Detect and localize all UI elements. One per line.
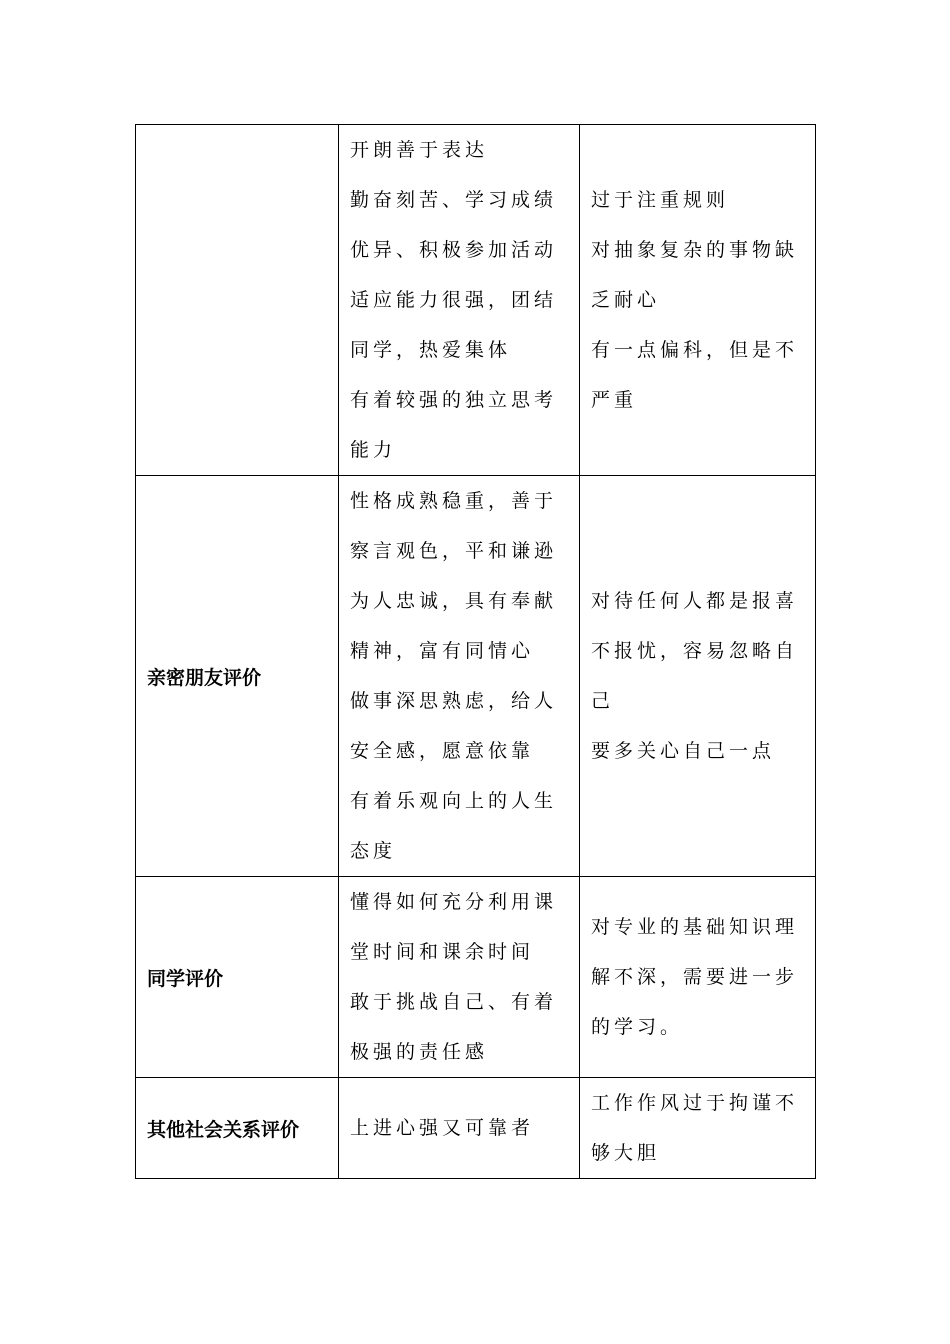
strength-line: 察言观色，平和谦逊	[350, 540, 558, 562]
strength-line: 上进心强又可靠者	[350, 1117, 535, 1139]
strength-line: 极强的责任感	[350, 1041, 489, 1063]
strengths-cell	[339, 877, 580, 1078]
weaknesses-cell	[580, 125, 816, 476]
weakness-line: 乏耐心	[591, 289, 661, 311]
strength-line: 安全感，愿意依靠	[350, 740, 535, 762]
strength-line: 懂得如何充分利用课	[350, 891, 558, 913]
table-row	[136, 1078, 816, 1179]
weakness-line: 严重	[591, 389, 638, 411]
strength-line: 敢于挑战自己、有着	[350, 991, 558, 1013]
strengths-cell	[339, 476, 580, 877]
weakness-line: 有一点偏科，但是不	[591, 339, 799, 361]
table-row	[136, 476, 816, 877]
table-row	[136, 877, 816, 1078]
strengths-cell	[339, 125, 580, 476]
strength-line: 有着乐观向上的人生	[350, 790, 558, 812]
row-label: 同学评价	[136, 877, 339, 1078]
strength-line: 优异、积极参加活动	[350, 239, 558, 261]
strength-line: 开朗善于表达	[350, 139, 489, 161]
weakness-line: 对专业的基础知识理	[591, 916, 799, 938]
strength-line: 能力	[350, 439, 397, 461]
row-label: 亲密朋友评价	[136, 476, 339, 877]
strengths-cell	[339, 1078, 580, 1179]
weakness-line: 的学习。	[591, 1016, 684, 1038]
weakness-line: 对抽象复杂的事物缺	[591, 239, 799, 261]
weakness-line: 己	[591, 690, 615, 712]
strength-line: 堂时间和课余时间	[350, 941, 535, 963]
strength-line: 同学，热爱集体	[350, 339, 512, 361]
row-label	[136, 125, 339, 476]
weakness-line: 过于注重规则	[591, 189, 730, 211]
strength-line: 勤奋刻苦、学习成绩	[350, 189, 558, 211]
strength-line: 精神，富有同情心	[350, 640, 535, 662]
weakness-line: 不报忧，容易忽略自	[591, 640, 799, 662]
strength-line: 性格成熟稳重，善于	[350, 490, 558, 512]
strength-line: 有着较强的独立思考	[350, 389, 558, 411]
evaluation-table	[135, 124, 816, 1179]
weakness-line: 解不深，需要进一步	[591, 966, 799, 988]
weakness-line: 对待任何人都是报喜	[591, 590, 799, 612]
strength-line: 态度	[350, 840, 397, 862]
strength-line: 做事深思熟虑，给人	[350, 690, 558, 712]
weakness-line: 要多关心自己一点	[591, 740, 776, 762]
strength-line: 为人忠诚，具有奉献	[350, 590, 558, 612]
table-row	[136, 125, 816, 476]
weaknesses-cell	[580, 877, 816, 1078]
strength-line: 适应能力很强，团结	[350, 289, 558, 311]
weaknesses-cell	[580, 1078, 816, 1179]
weakness-line: 够大胆	[591, 1142, 661, 1164]
row-label: 其他社会关系评价	[136, 1078, 339, 1179]
weaknesses-cell	[580, 476, 816, 877]
weakness-line: 工作作风过于拘谨不	[591, 1092, 799, 1114]
